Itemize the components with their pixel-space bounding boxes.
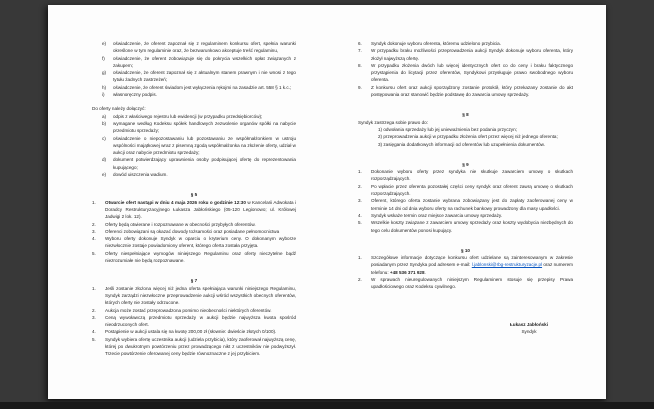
list-item	[92, 221, 296, 228]
item-text: Oferenci zobowiązani są okazać dowody tożsamości oraz posiadane pełnomocnictwa	[105, 228, 280, 234]
list-item	[358, 183, 573, 198]
item-text: wymagane według Kodeksu spółek handlowych zezwolenie organów spółki na nabycie przedmiotu sprzedaży;	[113, 120, 296, 134]
item-text: Ceną wywoławczą przedmiotu sprzedaży w aukcji będzie najwyższa kwota spośród nieodrzuconych ofert.	[105, 314, 296, 328]
list-item	[92, 336, 296, 358]
section-5-heading: § 5	[190, 192, 198, 198]
list-item	[358, 197, 573, 212]
item-label: 1.	[358, 255, 362, 261]
item-label: f)	[102, 55, 105, 61]
item-text-rest: w Kancelarii Adwokata i Doradcy Restrukturyzacyjnego Łukasza Jabłońskiego (05-120 Legionowo; ul. Królowej Jadwigi 2 lok. 12).	[105, 199, 296, 220]
item-text: Z konkursu ofert oraz aukcji sporządzony zostanie protokół, który przekazany zostanie do akt postępowania oraz stanowić będzie podstawę do zawarcia umowy sprzedaży.	[371, 84, 573, 98]
item-label: 2.	[358, 183, 362, 189]
right-page-column	[358, 40, 573, 335]
section-10-heading: § 10	[461, 247, 470, 253]
item-label: e)	[102, 172, 107, 178]
list-item	[102, 156, 296, 171]
bold-date-time: Otwarcie ofert nastąpi w dniu 4 maja 2026 roku o godzinie 12:30	[105, 199, 246, 205]
item-text: oświadczenie, że oferent świadom jest wyłączenia rękojmi na zasadzie art. 558 § 1 k.c.;	[113, 84, 292, 90]
item-text: oświadczenie, że oferent zapoznał się z regulaminem konkursu ofert, spełnia warunki określone w tym regulaminie oraz, że bezwarunkowo akceptuje treść regulaminu,	[113, 41, 296, 54]
item-text: Oferty będą otwierane i rozpoznawane w obecności przybyłych oferentów.	[105, 221, 256, 227]
item-text-middle: oraz numerem telefonu:	[371, 262, 573, 275]
item-text-after: .	[424, 269, 426, 275]
item-text: W przypadku złożenia dwóch lub więcej identycznych ofert co do ceny i braku faktycznego przystąpienia do licytacji przez oferentów, Syndykowi przysługuje prawo swobodnego wyboru oferenta.	[371, 62, 573, 83]
list-item	[102, 69, 296, 84]
email-link[interactable]: l.jablonski@rbg-restrukturyzacje.pl	[471, 262, 543, 268]
list-item	[102, 91, 296, 98]
item-label: d)	[102, 157, 107, 163]
list-item	[92, 250, 296, 265]
item-text: Oferty niespełniające wymogów niniejszego Regulaminu oraz oferty nieczytelne bądź niezrozumiałe nie będą rozpoznawane.	[105, 250, 296, 264]
item-label: g)	[102, 70, 107, 76]
item-text: odpis z właściwego rejestru lub ewidencji (w przypadku przedsiębiorców);	[113, 113, 263, 119]
item-label: 4.	[92, 236, 96, 242]
list-item: 1) odwołania sprzedaży lub jej unieważnienia bez podania przyczyn;	[378, 126, 517, 132]
item-label: 2.	[358, 277, 362, 283]
item-label: h)	[102, 84, 107, 90]
section-8-heading: § 8	[462, 112, 469, 118]
list-item	[358, 212, 573, 219]
item-label: 3.	[92, 228, 96, 234]
item-text: W przypadku braku możliwości przeprowadzenia aukcji Syndyk dokonuje wyboru oferenta, który złożył najwyższą ofertę.	[371, 48, 573, 61]
item-label: 2.	[92, 221, 96, 227]
item-text	[371, 255, 573, 275]
list-item	[92, 328, 296, 335]
item-label: 1.	[92, 285, 96, 291]
list-item	[92, 307, 296, 314]
signature-block	[484, 321, 574, 336]
item-label: 3.	[358, 198, 362, 204]
item-label: 5.	[92, 336, 96, 342]
list-item	[102, 84, 296, 91]
item-text: Dokonanie wyboru oferty przez syndyka nie skutkuje zawarciem umowy o skutkach rozporządzających.	[371, 169, 573, 182]
item-label: 8.	[358, 62, 362, 68]
item-text: Syndyk dokonuje wyboru oferenta, któremu udzielono przybicia.	[371, 41, 501, 46]
section-9-heading: § 9	[462, 161, 469, 167]
item-label: i)	[102, 92, 105, 98]
list-item: 2) przeprowadzenia aukcji w przypadku złożenia ofert przez więcej niż jednego oferenta;	[378, 134, 558, 140]
item-text: Jeśli zostanie złożona więcej niż jedna oferta spełniająca warunki niniejszego Regulaminu, Syndyk zarządzi niezwłoczne przeprowadzenie aukcji wśród wszystkich obecnych oferentów, których oferty nie zostały odrzucone.	[105, 285, 296, 306]
item-label: 3.	[92, 314, 96, 320]
list-item	[102, 40, 296, 55]
list-item	[358, 254, 573, 276]
list-item	[358, 40, 573, 47]
list-item	[358, 84, 573, 99]
list-item	[358, 47, 573, 62]
item-text: Wyboru oferty dokonuje Syndyk w oparciu o kryterium ceny. O dokonanym wyborze niezwłocznie zostaje powiadomiony oferent, którego oferta została przyjęta.	[105, 236, 296, 249]
item-text-before-email: Szczegółowe informacje dotyczące konkursu ofert udzielane są zainteresowanym w zakresie posiadanym przez Syndyka pod adresem e-mail:	[371, 255, 573, 268]
item-text: Syndyk wskaże termin oraz miejsce zawarcia umowy sprzedaży.	[371, 212, 503, 218]
list-item	[92, 314, 296, 329]
section-7-heading: § 7	[190, 278, 198, 284]
item-text: Oferent, którego oferta zostanie wybrana zobowiązany jest do zapłaty zaoferowanej ceny w terminie 14 dni od dnia wyboru oferty na rachunek bankowy prowadzony dla masy upadłości.	[371, 198, 573, 211]
attachments-title: Do oferty należy dołączyć:	[92, 106, 146, 112]
item-label: 2.	[92, 307, 96, 313]
item-label: a)	[102, 113, 107, 119]
list-item	[102, 113, 296, 120]
item-text: dokument potwierdzający uprawnienia osoby podpisującej ofertę do reprezentowania kupującego;	[113, 157, 296, 170]
item-label: 4.	[92, 329, 96, 335]
item-text: Syndyk wybiera ofertę uczestnika aukcji (udziela przybicia), który zaoferował najwyższą cenę, której po dwukrotnym powtórzeniu przez prowadzącego nikt z uczestników nie podwyższył. Trzecie powtórzenie oferowanej ceny będzie równoznaczne z jej przybiciem.	[105, 336, 296, 357]
list-item	[358, 168, 573, 183]
item-label: 5.	[358, 220, 362, 226]
list-item	[358, 276, 573, 291]
list-item: 3) zasięgania dodatkowych informacji od oferentów lub uzupełnienia dokumentów.	[378, 141, 546, 147]
left-page-column	[92, 40, 296, 358]
item-text: oświadczenie, że oferent zapoznał się z aktualnym stanem prawnym i nie wnosi z tego tytułu żadnych zastrzeżeń;	[113, 70, 296, 83]
item-text: dowód uiszczenia wadium.	[113, 172, 168, 178]
item-text: oświadczenie o niepozostawaniu lub pozostawaniu ze współmałżonkiem w ustroju wspólności majątkowej wraz z pisemną zgodą współmałżonka na złożenie oferty, udział w aukcji oraz nabycie przedmiotu sprzedaży;	[113, 135, 296, 156]
phone-number: +48 536 371 928	[389, 269, 425, 275]
list-item	[92, 199, 296, 221]
item-label: 9.	[358, 84, 362, 90]
item-label: 6.	[358, 41, 362, 46]
document-sheet	[48, 5, 606, 399]
list-item	[102, 171, 296, 178]
item-text: Aukcja może zostać przeprowadzona pomimo nieobecności niektórych oferentów.	[105, 307, 272, 313]
item-text: W sprawach nieuregulowanych niniejszym Regulaminem stosuje się przepisy Prawa upadłościowego oraz Kodeksu cywilnego.	[371, 277, 573, 290]
item-text: Postąpienie w aukcji ustala się na kwotę 200,00 zł (słownie: dwieście złotych 0/100).	[105, 329, 277, 335]
section-8-intro: Syndyk zastrzega sobie prawo do:	[358, 119, 428, 125]
list-item	[92, 285, 296, 307]
signature-title: Syndyk	[521, 328, 537, 334]
signature-name: Łukasz Jabłoński	[509, 321, 549, 327]
item-text: własnoręczny podpis.	[113, 92, 157, 98]
item-label: 1.	[358, 169, 362, 175]
item-text: Po wpłacie przez oferenta pozostałej części ceny syndyk oraz oferent zawrą umowę o skutkach rozporządzających.	[371, 183, 573, 197]
list-item	[358, 219, 573, 234]
item-label: 4.	[358, 212, 362, 218]
bottom-band	[0, 402, 654, 409]
list-item	[92, 228, 296, 235]
list-item	[358, 62, 573, 84]
item-text: Wszelkie koszty związane z zawarciem umowy sprzedaży oraz koszty wydobycia niezbędnych do tego celu dokumentów ponosi kupujący.	[371, 220, 573, 233]
list-item	[102, 120, 296, 135]
list-item	[92, 235, 296, 250]
item-label: b)	[102, 120, 107, 126]
item-label: 7.	[358, 48, 362, 54]
item-label: c)	[102, 135, 106, 141]
item-label: e)	[102, 41, 107, 46]
list-item	[102, 55, 296, 70]
list-item	[102, 135, 296, 157]
item-text: oświadczenie, że oferent zobowiązuje się do pokrycia wszelkich opłat związanych z zakupem;	[113, 55, 296, 68]
item-label: 5.	[92, 250, 96, 256]
item-label: 1.	[92, 199, 96, 205]
item-text	[105, 200, 296, 220]
